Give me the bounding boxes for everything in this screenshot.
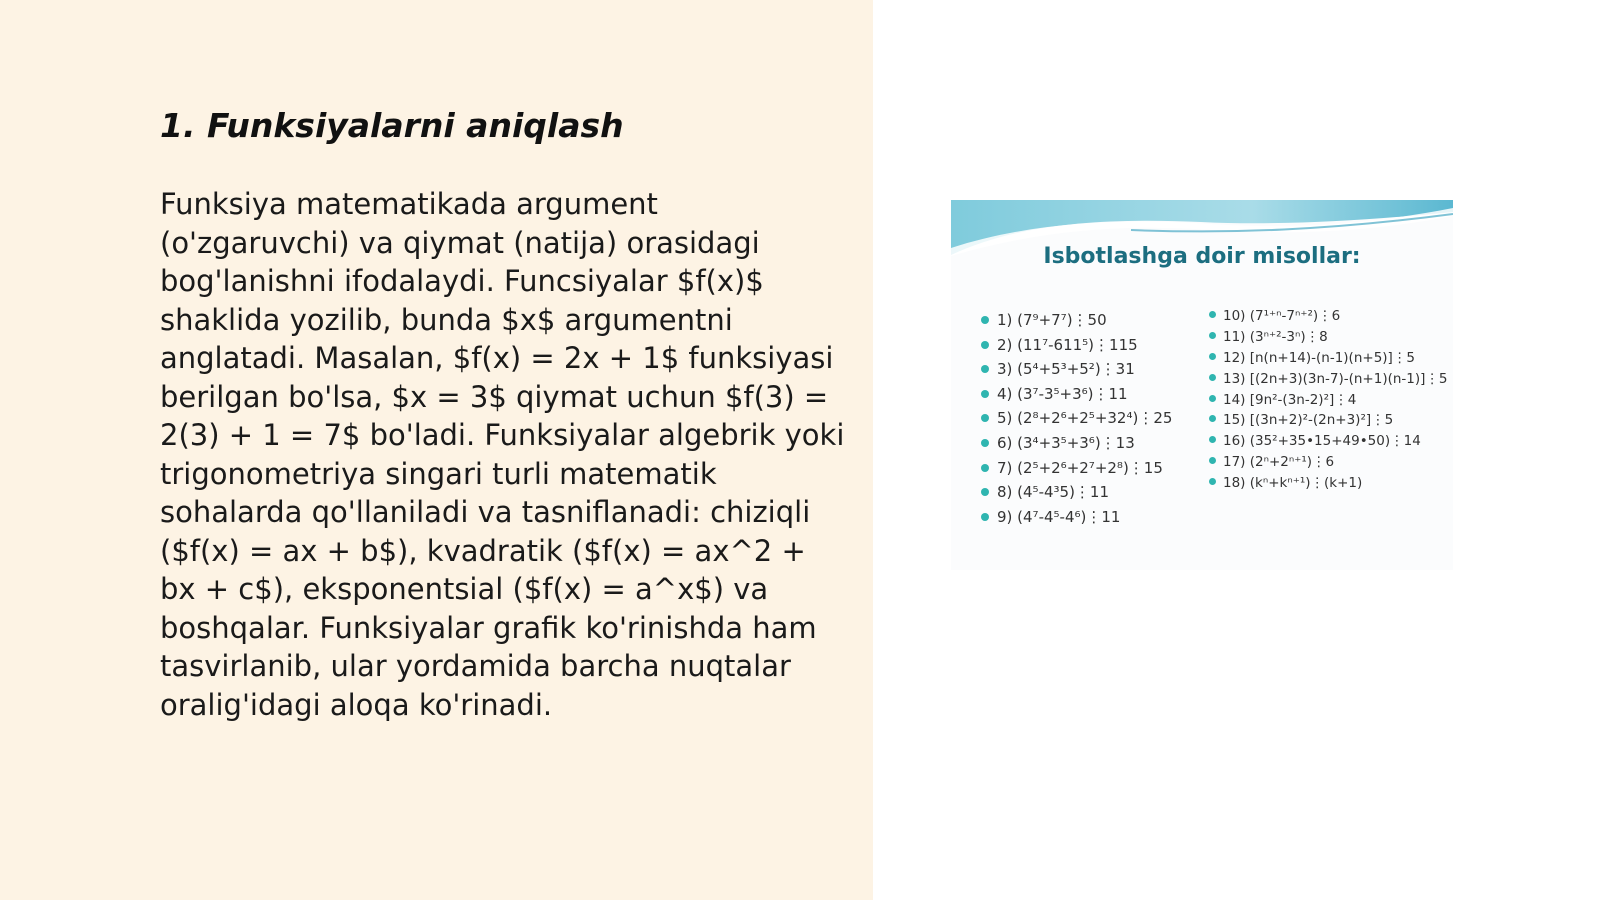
- example-item: [981, 458, 1206, 483]
- example-text: 14) [9n²-(3n-2)²]⋮4: [1223, 391, 1357, 408]
- bullet-icon: [1209, 415, 1216, 422]
- example-item: [1209, 432, 1449, 451]
- example-item: [1209, 307, 1449, 326]
- bullet-icon: [1209, 332, 1216, 339]
- example-text: 13) [(2n+3)(3n-7)-(n+1)(n-1)]⋮5: [1223, 370, 1448, 387]
- bullet-icon: [981, 390, 989, 398]
- slide-heading: 1. Funksiyalarni aniqlash: [160, 106, 624, 145]
- example-text: 17) (2ⁿ+2ⁿ⁺¹)⋮6: [1223, 454, 1335, 471]
- example-item: [981, 335, 1206, 360]
- example-text: 4) (3⁷-3⁵+3⁶)⋮11: [997, 384, 1128, 403]
- example-text: 5) (2⁸+2⁶+2⁵+32⁴)⋮25: [997, 409, 1173, 428]
- example-text: 15) [(3n+2)²-(2n+3)²]⋮5: [1223, 412, 1394, 429]
- examples-list-left: [981, 310, 1206, 531]
- example-item: [1209, 474, 1449, 493]
- example-item: [981, 310, 1206, 335]
- bullet-icon: [981, 316, 989, 324]
- bullet-icon: [981, 414, 989, 422]
- example-text: 16) (35²+35•15+49•50)⋮14: [1223, 433, 1421, 450]
- example-item: [1209, 453, 1449, 472]
- bullet-icon: [1209, 374, 1216, 381]
- example-text: 10) (7¹⁺ⁿ-7ⁿ⁺²)⋮6: [1223, 308, 1341, 324]
- bullet-icon: [1209, 395, 1216, 402]
- example-text: 3) (5⁴+5³+5²)⋮31: [997, 360, 1135, 379]
- bullet-icon: [981, 513, 989, 521]
- example-text: 9) (4⁷-4⁵-4⁶)⋮11: [997, 507, 1121, 526]
- example-text: 7) (2⁵+2⁶+2⁷+2⁸)⋮15: [997, 458, 1163, 477]
- slide-paragraph: Funksiya matematikada argument (o'zgaruvchi) va qiymat (natija) orasidagi bog'lanishni ifodalaydi. Funcsiyalar $f(x)$ shaklida yozilib, bunda $x$ argumentni anglatadi. Masalan, $f(x) = 2x + 1$ funksiyasi berilgan bo'lsa, $x = 3$ qiymat uchun $f(3) = 2(3) + 1 = 7$ bo'ladi. Funksiyalar algebrik yoki trigonometriya singari turli matematik sohalarda qo'llaniladi va tasniflanadi: chiziqli ($f(x) = ax + b$), kvadratik ($f(x) = ax^2 + bx + c$), eksponentsial ($f(x) = a^x$) va boshqalar. Funksiyalar grafik ko'rinishda ham tasvirlanib, ular yordamida barcha nuqtalar oralig'idagi aloqa ko'rinadi.: [160, 187, 845, 722]
- example-item: [1209, 411, 1449, 430]
- example-item: [1209, 328, 1449, 347]
- bullet-icon: [1209, 436, 1216, 443]
- bullet-icon: [981, 365, 989, 373]
- example-item: [981, 408, 1206, 433]
- bullet-icon: [981, 488, 989, 496]
- bullet-icon: [1209, 457, 1216, 464]
- example-text: 2) (11⁷-611⁵)⋮115: [997, 335, 1138, 354]
- bullet-icon: [1209, 311, 1216, 318]
- example-text: 8) (4⁵-4³5)⋮11: [997, 483, 1110, 502]
- example-item: [1209, 349, 1449, 368]
- example-text: 6) (3⁴+3⁵+3⁶)⋮13: [997, 433, 1135, 452]
- example-text: 11) (3ⁿ⁺²-3ⁿ)⋮8: [1223, 328, 1328, 345]
- examples-list-right: [1209, 307, 1449, 495]
- example-text: 18) (kⁿ+kⁿ⁺¹)⋮(k+1): [1223, 475, 1363, 492]
- bullet-icon: [981, 464, 989, 472]
- bullet-icon: [981, 439, 989, 447]
- example-item: [981, 359, 1206, 384]
- example-item: [981, 433, 1206, 458]
- example-item: [1209, 370, 1449, 389]
- example-item: [981, 384, 1206, 409]
- bullet-icon: [981, 341, 989, 349]
- example-text: 12) [n(n+14)-(n-1)(n+5)]⋮5: [1223, 349, 1415, 366]
- example-item: [981, 482, 1206, 507]
- examples-title: Isbotlashga doir misollar:: [1043, 244, 1361, 269]
- example-item: [1209, 391, 1449, 410]
- example-item: [981, 507, 1206, 532]
- example-text: 1) (7⁹+7⁷)⋮50: [997, 311, 1107, 329]
- bullet-icon: [1209, 478, 1216, 485]
- examples-image: [951, 200, 1453, 570]
- bullet-icon: [1209, 353, 1216, 360]
